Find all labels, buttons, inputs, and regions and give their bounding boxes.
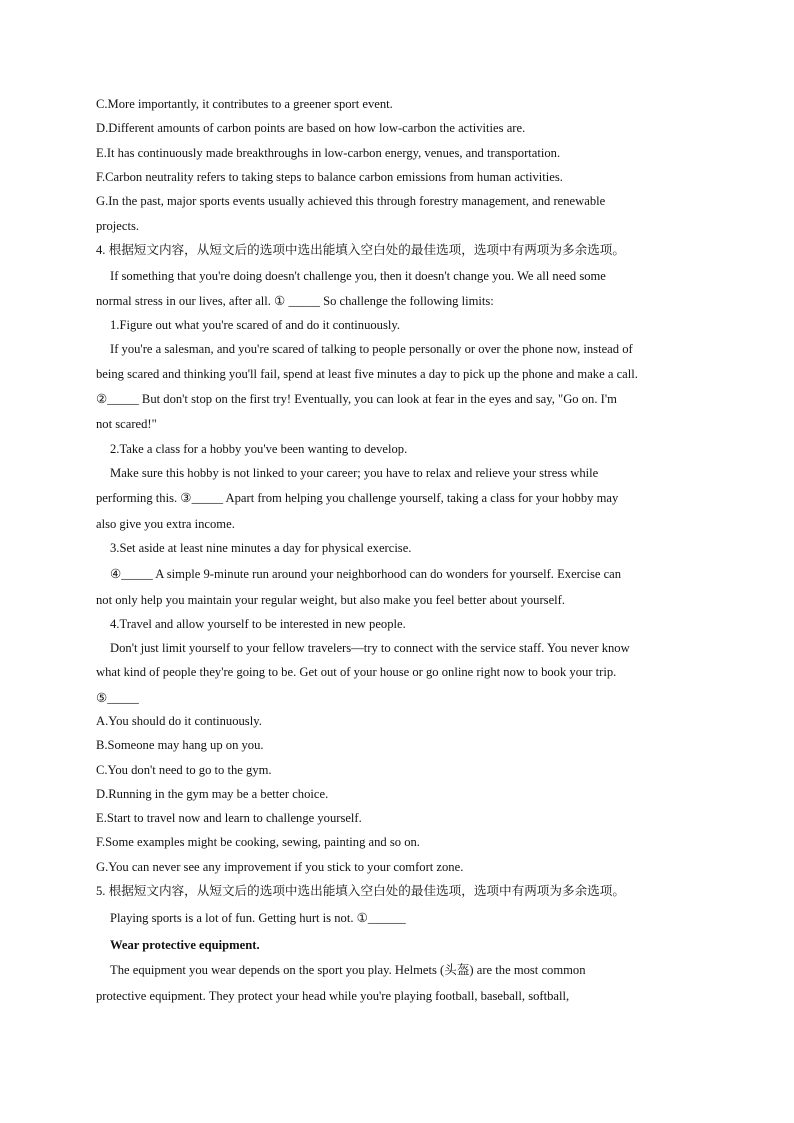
q5-intro: Playing sports is a lot of fun. Getting hurt is not. ①______ bbox=[110, 911, 406, 925]
q5-passage-line: protective equipment. They protect your head while you're playing football, baseball, softball, bbox=[96, 989, 570, 1003]
q4-option-e: E.Start to travel now and learn to challenge yourself. bbox=[96, 811, 362, 825]
q4-subheading: 1.Figure out what you're scared of and do it continuously. bbox=[110, 318, 401, 332]
q4-option-c: C.You don't need to go to the gym. bbox=[96, 763, 272, 777]
q4-passage-line: ②_____ But don't stop on the first try! Eventually, you can look at fear in the eyes and say, "Go on. I'm bbox=[96, 392, 617, 406]
q4-option-d: D.Running in the gym may be a better choice. bbox=[96, 787, 329, 801]
q5-heading: 5. 根据短文内容，从短文后的选项中选出能填入空白处的最佳选项，选项中有两项为多余选项。 bbox=[96, 884, 625, 898]
q5-passage-line: The equipment you wear depends on the sport you play. Helmets (头盔) are the most common bbox=[110, 963, 586, 977]
q4-option-a: A.You should do it continuously. bbox=[96, 714, 262, 728]
q4-passage-line: what kind of people they're going to be. Get out of your house or go online right now to book your trip. bbox=[96, 665, 617, 679]
q3-option-d: D.Different amounts of carbon points are based on how low-carbon the activities are. bbox=[96, 121, 526, 135]
q4-subheading: 3.Set aside at least nine minutes a day for physical exercise. bbox=[110, 541, 412, 555]
q4-passage-line: performing this. ③_____ Apart from helping you challenge yourself, taking a class for your hobby may bbox=[96, 491, 619, 505]
q4-blank-5: ⑤_____ bbox=[96, 691, 139, 705]
q4-subheading: 4.Travel and allow yourself to be interested in new people. bbox=[110, 617, 406, 631]
q4-passage-line: not scared!" bbox=[96, 417, 157, 431]
q4-passage-line: ④_____ A simple 9-minute run around your neighborhood can do wonders for yourself. Exercise can bbox=[110, 567, 622, 581]
q4-option-g: G.You can never see any improvement if you stick to your comfort zone. bbox=[96, 860, 464, 874]
q5-subheading: Wear protective equipment. bbox=[110, 938, 260, 952]
q4-passage-line: being scared and thinking you'll fail, spend at least five minutes a day to pick up the phone and make a call. bbox=[96, 367, 638, 381]
q4-passage-line: Don't just limit yourself to your fellow travelers—try to connect with the service staff. You never know bbox=[110, 641, 630, 655]
q4-passage-line: If something that you're doing doesn't challenge you, then it doesn't change you. We all need some bbox=[110, 269, 606, 283]
q3-option-g-cont: projects. bbox=[96, 219, 140, 233]
q4-passage-line: If you're a salesman, and you're scared of talking to people personally or over the phone now, instead of bbox=[110, 342, 633, 356]
q4-option-b: B.Someone may hang up on you. bbox=[96, 738, 264, 752]
q4-subheading: 2.Take a class for a hobby you've been wanting to develop. bbox=[110, 442, 408, 456]
q4-passage-line: also give you extra income. bbox=[96, 517, 235, 531]
q4-passage-line: Make sure this hobby is not linked to your career; you have to relax and relieve your stress while bbox=[110, 466, 599, 480]
q4-passage-line: normal stress in our lives, after all. ① _____ So challenge the following limits: bbox=[96, 294, 494, 308]
q3-option-g: G.In the past, major sports events usually achieved this through forestry management, and renewable bbox=[96, 194, 606, 208]
q4-option-f: F.Some examples might be cooking, sewing, painting and so on. bbox=[96, 835, 420, 849]
q3-option-e: E.It has continuously made breakthroughs in low-carbon energy, venues, and transportation. bbox=[96, 146, 561, 160]
q4-heading: 4. 根据短文内容，从短文后的选项中选出能填入空白处的最佳选项，选项中有两项为多余选项。 bbox=[96, 243, 625, 257]
q3-option-c: C.More importantly, it contributes to a greener sport event. bbox=[96, 97, 393, 111]
q3-option-f: F.Carbon neutrality refers to taking steps to balance carbon emissions from human activities. bbox=[96, 170, 563, 184]
q4-passage-line: not only help you maintain your regular weight, but also make you feel better about yourself. bbox=[96, 593, 565, 607]
